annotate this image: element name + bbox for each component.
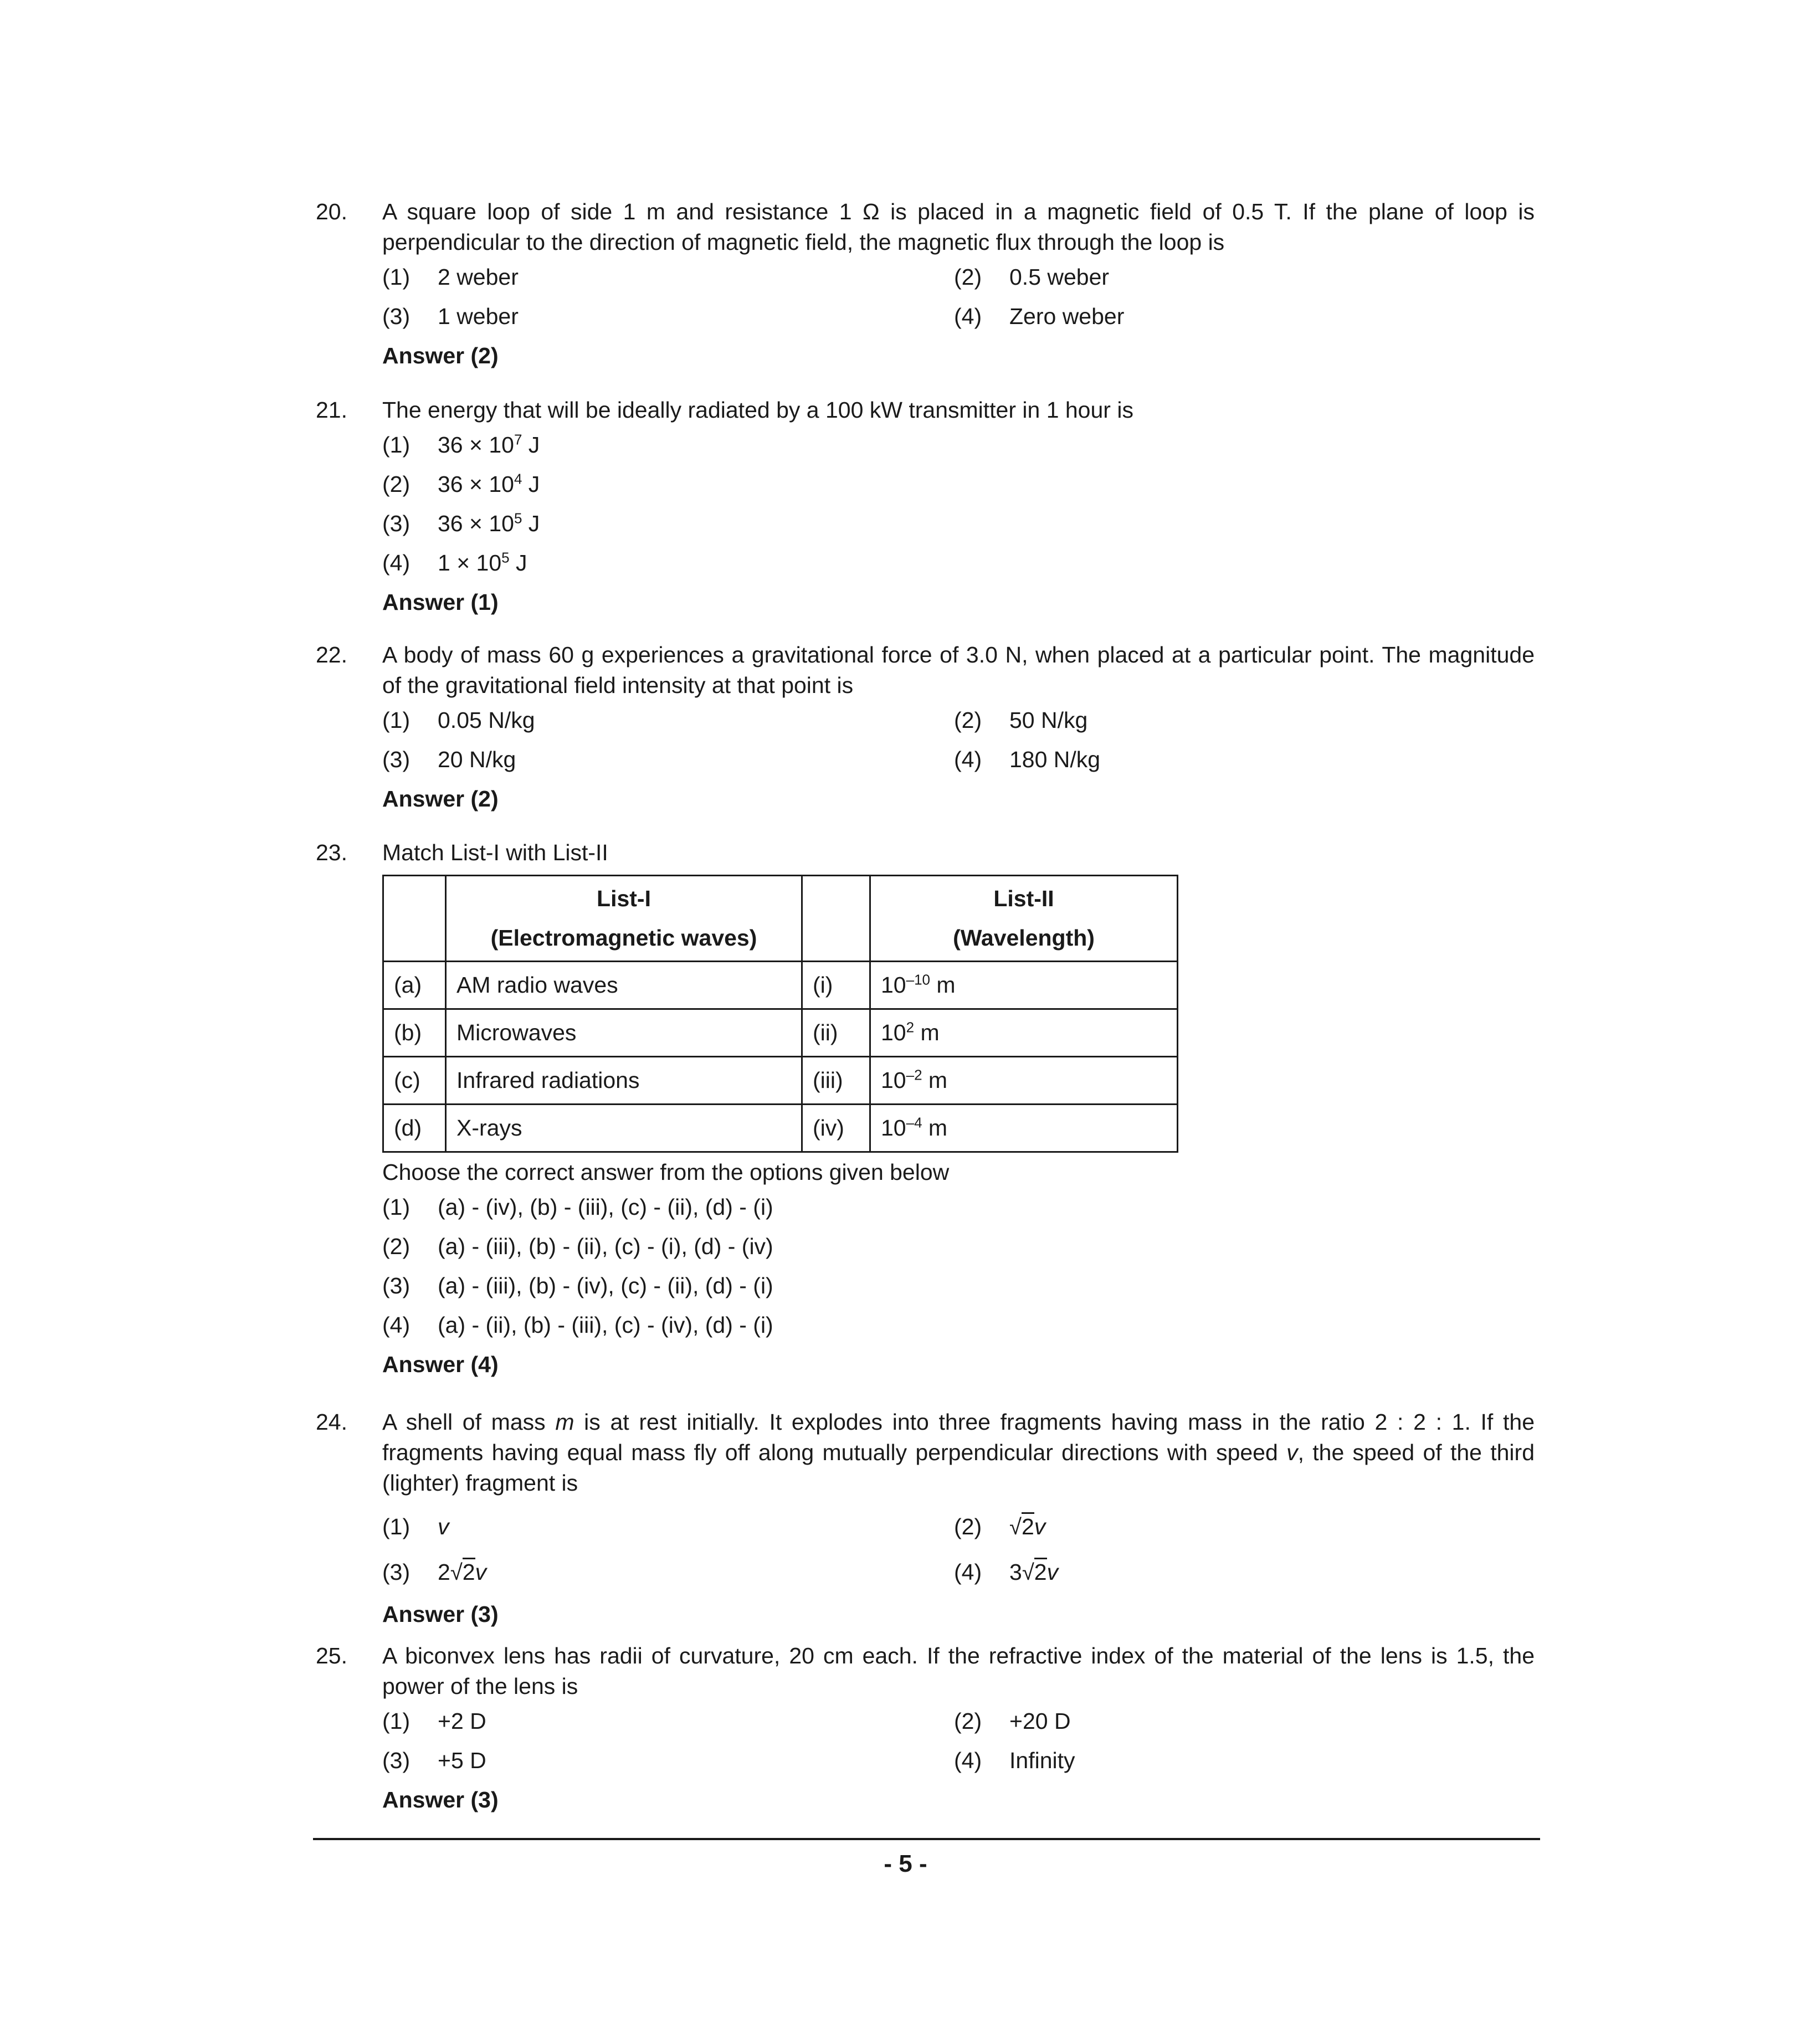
option-3: (3) 20 N/kg [382,747,516,772]
option-4: (4) 180 N/kg [954,747,1101,772]
options [382,701,1535,779]
question-number: 20. [316,199,347,224]
question-25 [316,1641,1535,1820]
table-header-row [383,876,1178,962]
option-1: (1) (a) - (iv), (b) - (iii), (c) - (ii), (d) - (i) [382,1194,773,1220]
question-text: A square loop of side 1 m and resistance 1 Ω is placed in a magnetic field of 0.5 T. If the plane of loop is perpendicular to the direction of magnetic field, the magnetic flux through the loop is [382,199,1535,255]
option-1: (1) +2 D [382,1708,486,1734]
answer: Answer (3) [382,1601,499,1627]
option-4: (4) $1 \times 10^5$ J [382,549,527,576]
options [382,1702,1535,1780]
option-4: (4) Infinity [954,1748,1075,1773]
options [382,425,1535,583]
question-number: 21. [316,397,347,423]
answer: Answer (2) [382,786,499,812]
answer: Answer (3) [382,1787,499,1812]
list-1-header: List-I (Electromagnetic waves) [446,876,802,962]
options [382,1188,1535,1345]
option-2: (2) +20 D [954,1708,1071,1734]
answer: Answer (2) [382,343,499,368]
option-2: (2) √2v [954,1504,1045,1550]
question-number: 25. [316,1643,347,1668]
instruction-text: Choose the correct answer from the options given below [382,1159,950,1185]
question-23 [316,838,1535,1384]
answer: Answer (4) [382,1352,499,1377]
table-row: (b) Microwaves (ii) $10^2$ m [383,1009,1178,1057]
option-3: (3) (a) - (iii), (b) - (iv), (c) - (ii), (d) - (i) [382,1273,773,1298]
option-3: (3) $36 \times 10^5$ J [382,510,540,536]
question-22 [316,640,1535,819]
match-table [382,875,1178,1153]
question-20 [316,197,1535,376]
answer: Answer (1) [382,589,499,615]
question-number: 23. [316,840,347,865]
page-number: - 5 - [884,1850,927,1877]
options [382,258,1535,336]
option-3: (3) 1 weber [382,304,519,329]
footer-divider [313,1838,1540,1840]
option-3: (3) +5 D [382,1748,486,1773]
option-2: (2) 50 N/kg [954,707,1088,733]
option-1: (1) $36 \times 10^7$ J [382,431,540,458]
option-2: (2) (a) - (iii), (b) - (ii), (c) - (i), (d) - (iv) [382,1234,773,1259]
question-text: A body of mass 60 g experiences a gravitational force of 3.0 N, when placed at a particular point. The magnitude of the gravitational field intensity at that point is [382,642,1535,698]
question-21 [316,395,1535,622]
option-2: (2) $36 \times 10^4$ J [382,470,540,497]
option-4: (4) 3√2v [954,1549,1058,1595]
question-text: Match List-I with List-II [382,840,608,865]
option-4: (4) Zero weber [954,304,1125,329]
option-1: (1) 0.05 N/kg [382,707,535,733]
question-text: A shell of mass m is at rest initially. It explodes into three fragments having mass in the ratio 2 : 2 : 1. If the fragments having equal mass fly off along mutually perpendicular directions with speed v, the speed of the third (lighter) fragment is [382,1409,1535,1496]
list-2-header: List-II (Wavelength) [870,876,1178,962]
question-24 [316,1407,1535,1634]
question-number: 22. [316,642,347,667]
option-4: (4) (a) - (ii), (b) - (iii), (c) - (iv), (d) - (i) [382,1312,773,1338]
table-row: (c) Infrared radiations (iii) $10^{-2}$ m [383,1057,1178,1105]
question-text: A biconvex lens has radii of curvature, 20 cm each. If the refractive index of the material of the lens is 1.5, the power of the lens is [382,1643,1535,1699]
question-text: The energy that will be ideally radiated by a 100 kW transmitter in 1 hour is [382,397,1133,423]
table-row: (d) X-rays (iv) $10^{-4}$ m [383,1105,1178,1152]
option-3: (3) 2√2v [382,1549,486,1595]
options [382,1504,1535,1595]
option-1: (1) v [382,1514,449,1539]
question-number: 24. [316,1409,347,1435]
option-1: (1) 2 weber [382,264,519,290]
option-2: (2) 0.5 weber [954,264,1110,290]
table-row: (a) AM radio waves (i) $10^{-10}$ m [383,962,1178,1009]
